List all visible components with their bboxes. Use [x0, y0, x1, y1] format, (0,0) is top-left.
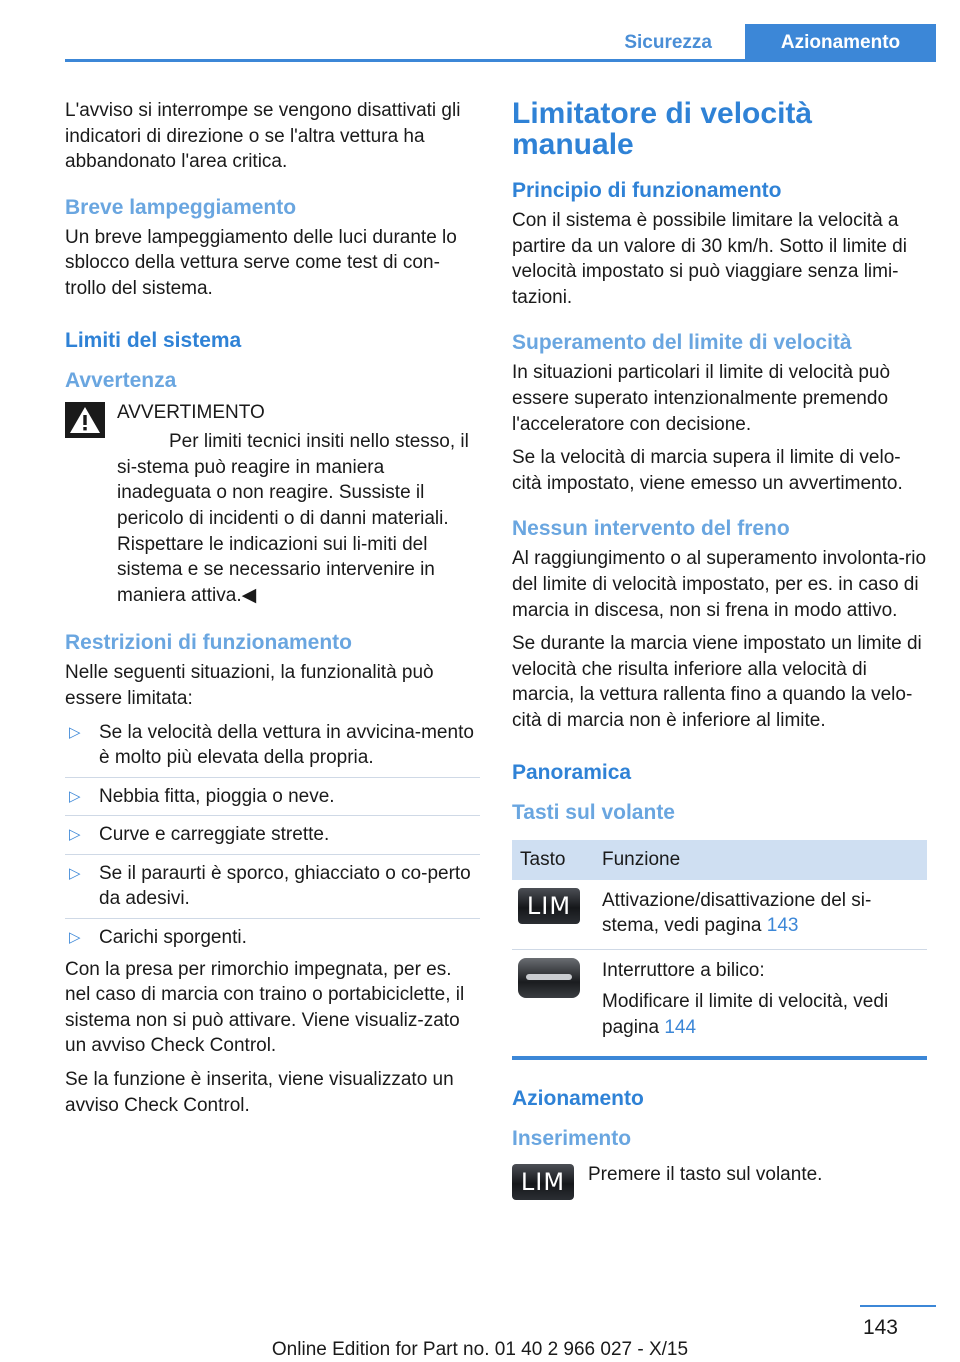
warning-title: AVVERTIMENTO [117, 401, 265, 423]
page-number: 143 [862, 1316, 898, 1339]
panoramica-heading: Panoramica [512, 760, 632, 784]
header-section-label[interactable]: Sicurezza [624, 32, 712, 53]
lim-button-icon: LIM [512, 1164, 574, 1200]
right-column [512, 98, 927, 1202]
freno-heading: Nessun intervento del freno [512, 517, 790, 541]
breve-heading: Breve lampeggiamento [65, 195, 297, 219]
row1-text: Attivazione/disattivazione del si-stema, vedi pagina [602, 889, 872, 937]
azionamento-heading: Azionamento [512, 1087, 644, 1111]
inserimento-row [512, 1162, 927, 1202]
left-column [65, 98, 480, 1126]
warning-text: Per limiti tecnici insiti nello stesso, il si-stema può reagire in maniera inadeguata o non reagire. Sussiste il pericolo di incidenti o di danni materiali. Rispettare le indicazioni sui li-miti del sistema e se necessario intervenire in maniera attiva.◀ [117, 431, 469, 606]
restrizioni-list [65, 720, 480, 951]
restrizioni-heading: Restrizioni di funzionamento [65, 631, 352, 655]
keys-table [512, 840, 927, 1051]
column-header-funzione: Funzione [594, 840, 927, 880]
freno-text-2: Se durante la marcia viene impostato un limite di velocità che risulta inferiore alla velocità di marcia, la vettura rallenta fino a quando la velo-cità di marcia non è inferiore al limite. [512, 633, 922, 731]
triangle-bullet-icon: ▷ [69, 826, 81, 844]
page-link-144[interactable]: 144 [664, 1016, 697, 1038]
section-title: Limitatore di velocità manuale [512, 97, 813, 161]
table-end-rule [512, 1056, 927, 1060]
list-divider [65, 815, 480, 816]
warning-box [65, 400, 480, 609]
list-item-text: Curve e carreggiate strette. [99, 824, 330, 846]
list-item [65, 720, 480, 771]
rocker-switch-icon [518, 958, 580, 998]
limiti-heading: Limiti del sistema [65, 328, 242, 352]
trailer-paragraph: Con la presa per rimorchio impegnata, per es. nel caso di marcia con traino o portabiciclette, il sistema non si può attivare. Viene visualiz-zato un avviso Check Control. [65, 958, 465, 1057]
key-cell [512, 949, 594, 1050]
row2-text-2: Modificare il limite di velocità, vedi pagina [602, 991, 889, 1038]
intro-paragraph: L'avviso si interrompe se vengono disattivati gli indicatori di direzione o se l'altra vettura ha abbandonato l'area critica. [65, 100, 461, 173]
triangle-bullet-icon: ▷ [69, 787, 81, 805]
restrizioni-intro: Nelle seguenti situazioni, la funzionalità può essere limitata: [65, 662, 434, 709]
list-item-text: Se il paraurti è sporco, ghiacciato o co-perto da adesivi. [99, 862, 471, 910]
list-item-text: Nebbia fitta, pioggia o neve. [99, 785, 335, 807]
avvertenza-heading: Avvertenza [65, 368, 177, 392]
list-item [65, 925, 480, 951]
page-header [65, 24, 936, 62]
header-rule [65, 59, 936, 62]
function-cell [594, 949, 927, 1050]
page-link-143[interactable]: 143 [766, 915, 799, 937]
warning-triangle-icon [65, 402, 105, 438]
edition-footer: Online Edition for Part no. 01 40 2 966 027 - X/15 [271, 1339, 689, 1360]
table-row [512, 880, 927, 950]
triangle-bullet-icon: ▷ [69, 723, 81, 741]
principio-text: Con il sistema è possibile limitare la velocità a partire da un valore di 30 km/h. Sotto il limite di velocità impostato si può viaggiare senza limi-tazioni. [512, 210, 907, 308]
freno-text-1: Al raggiungimento o al superamento involonta-rio del limite di velocità impostato, per es. in caso di marcia in discesa, non si frena in modo attivo. [512, 548, 927, 621]
inserimento-text: Premere il tasto sul volante. [588, 1164, 823, 1186]
principio-heading: Principio di funzionamento [512, 179, 782, 202]
key-cell [512, 880, 594, 950]
tasti-heading: Tasti sul volante [512, 800, 675, 824]
triangle-bullet-icon: ▷ [69, 864, 81, 882]
list-item-text: Carichi sporgenti. [99, 927, 247, 949]
list-item-text: Se la velocità della vettura in avvicina-mento è molto più elevata della propria. [99, 721, 474, 769]
list-item [65, 861, 480, 912]
breve-text: Un breve lampeggiamento delle luci durante lo sblocco della vettura serve come test di con-trollo del sistema. [65, 226, 457, 299]
list-divider [65, 777, 480, 778]
lim-button-icon: LIM [518, 888, 580, 924]
list-divider [65, 854, 480, 855]
table-header-row [512, 840, 927, 880]
check-control-paragraph: Se la funzione è inserita, viene visualizzato un avviso Check Control. [65, 1069, 454, 1116]
superamento-text-1: In situazioni particolari il limite di velocità può essere superato intenzionalmente premendo l'acceleratore con decisione. [512, 362, 891, 435]
superamento-text-2: Se la velocità di marcia supera il limite di velo-cità impostato, viene emesso un avvertimento. [512, 447, 903, 494]
table-row [512, 949, 927, 1050]
column-header-tasto: Tasto [512, 840, 594, 880]
footer-rule [860, 1305, 936, 1307]
list-divider [65, 918, 480, 919]
header-chapter-tab[interactable]: Azionamento [745, 24, 936, 62]
triangle-bullet-icon: ▷ [69, 929, 81, 947]
function-cell [594, 880, 927, 950]
inserimento-heading: Inserimento [512, 1127, 632, 1151]
superamento-heading: Superamento del limite di velocità [512, 331, 852, 355]
row2-text-1: Interruttore a bilico: [602, 959, 765, 981]
list-item [65, 822, 480, 848]
list-item [65, 784, 480, 810]
